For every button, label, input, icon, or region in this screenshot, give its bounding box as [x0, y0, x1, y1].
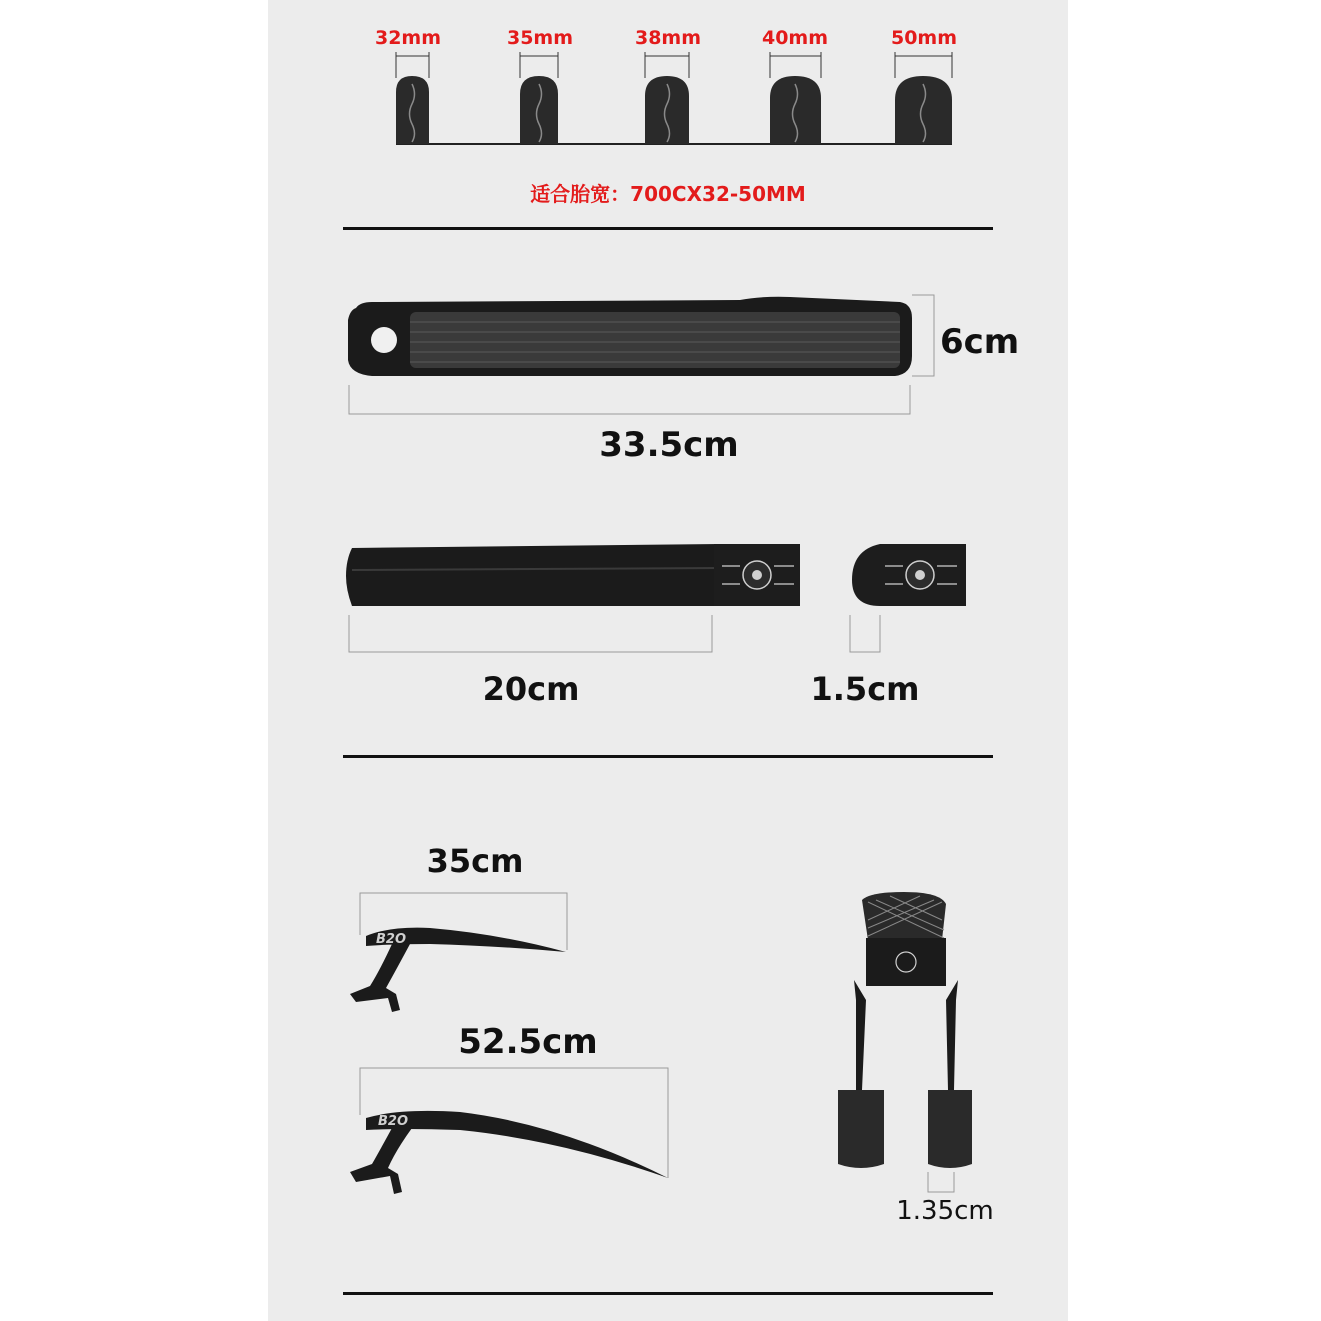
rear-main-length: 20cm [482, 670, 580, 708]
long-stay-brand: B2O [378, 1114, 409, 1129]
short-stay-brand: B2O [376, 932, 407, 947]
mount-width: 1.35cm [896, 1196, 994, 1226]
tire-width-label-50: 50mm [890, 27, 958, 49]
rear-extension-length: 1.5cm [810, 670, 920, 708]
front-fender-height: 6cm [940, 322, 1020, 362]
tire-width-label-32: 32mm [374, 27, 442, 49]
tire-width-label-40: 40mm [761, 27, 829, 49]
long-stay-length: 52.5cm [458, 1022, 598, 1062]
tire-fit-note: 适合胎宽：700CX32-50MM [530, 182, 806, 206]
short-stay-length: 35cm [426, 842, 524, 880]
tire-width-label-38: 38mm [634, 27, 702, 49]
tire-width-label-35: 35mm [506, 27, 574, 49]
section-divider-3 [343, 1292, 993, 1295]
front-fender-length: 33.5cm [599, 425, 739, 465]
